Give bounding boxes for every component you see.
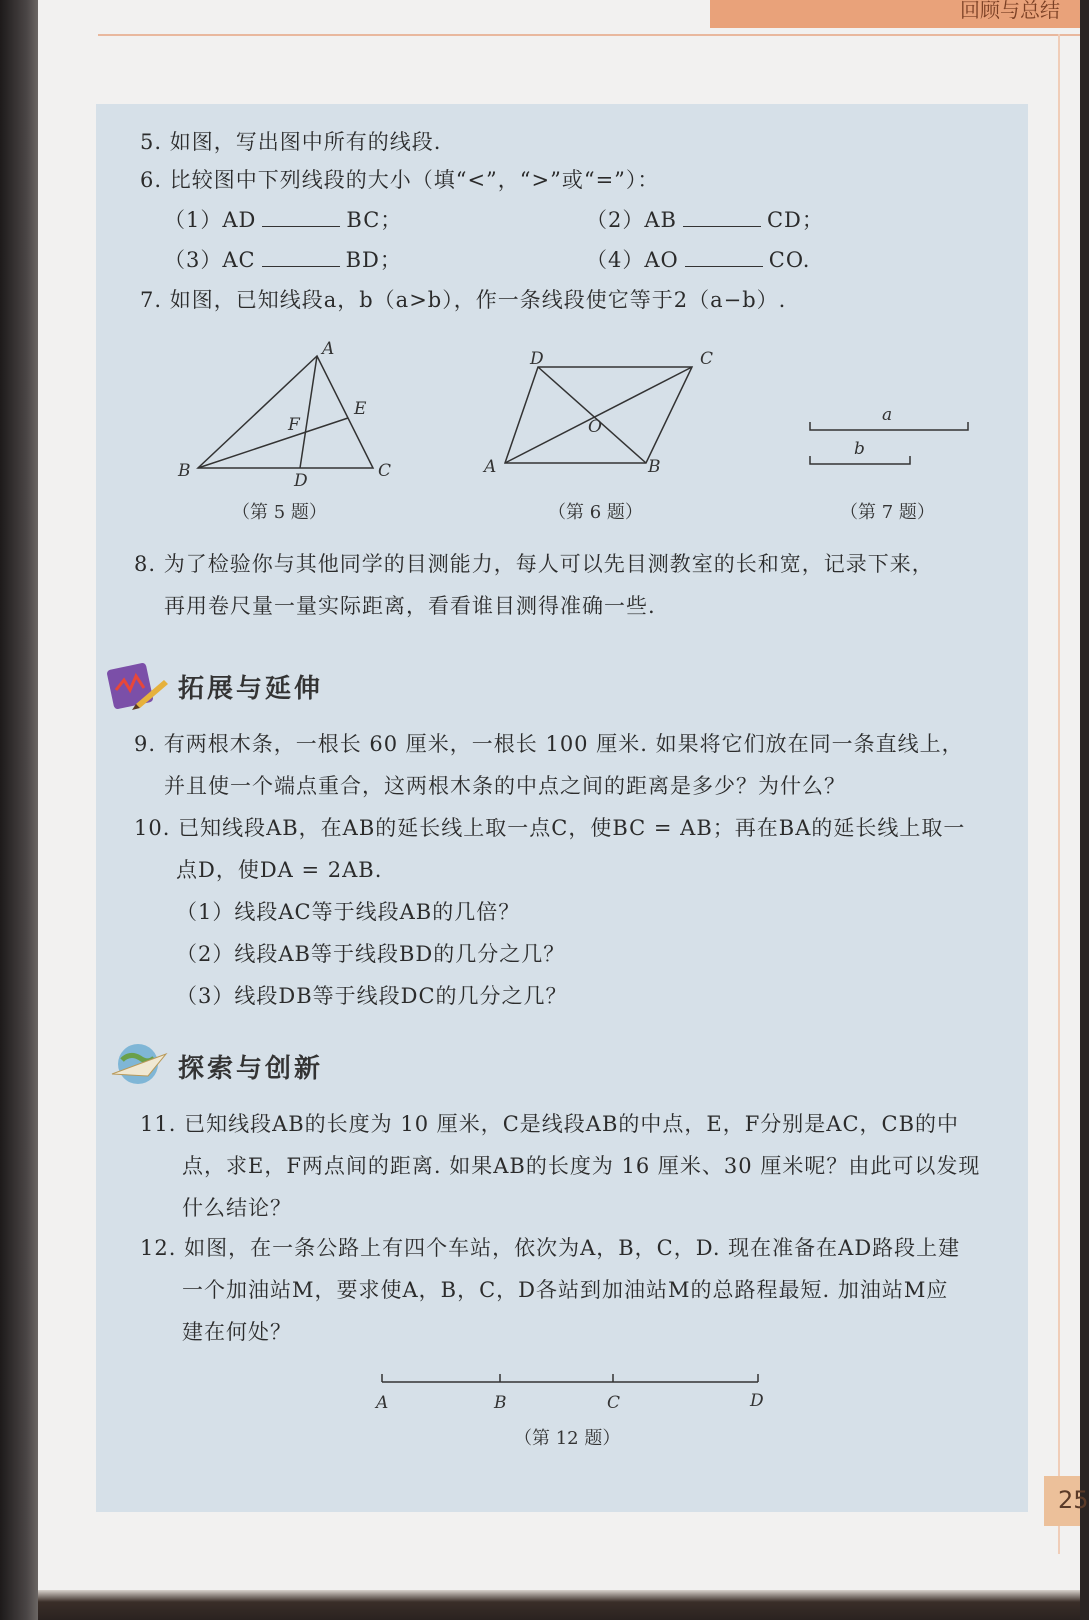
pencil-book-icon (106, 660, 168, 714)
figure-6-parallelogram (470, 346, 730, 476)
label-a: A (322, 339, 335, 359)
question-6-part-2 (586, 204, 824, 234)
label-e: E (354, 399, 367, 419)
question-10-part-1: （1）线段AC等于线段AB的几倍？ (176, 900, 521, 924)
question-7: 7. 如图，已知线段a，b（a>b），作一条线段使它等于2（a−b）. (140, 288, 787, 312)
q6-4-right: CO. (768, 248, 811, 272)
triangle-abc (198, 356, 373, 468)
question-6-part-1 (164, 204, 402, 234)
q6-3-left: （3）AC (164, 248, 256, 272)
label-d: D (750, 1391, 764, 1411)
question-10-part-2: （2）线段AB等于线段BD的几分之几？ (176, 942, 566, 966)
label-b: b (854, 439, 865, 459)
figure-12-road (360, 1366, 780, 1418)
question-5: 5. 如图，写出图中所有的线段. (140, 130, 442, 154)
label-b: B (648, 457, 661, 477)
answer-blank[interactable] (262, 208, 340, 227)
figure-7-segments (800, 400, 980, 470)
label-a: A (484, 457, 497, 477)
figure-5-triangle (170, 336, 410, 491)
question-9-line-1: 9. 有两根木条，一根长 60 厘米，一根长 100 厘米. 如果将它们放在同一条直线上， (134, 732, 964, 756)
section-title-exploration: 探索与创新 (178, 1054, 324, 1084)
q6-4-left: （4）AO (586, 248, 679, 272)
label-o: O (588, 417, 602, 437)
question-12-line-1: 12. 如图，在一条公路上有四个车站，依次为A，B，C，D. 现在准备在AD路段上建 (140, 1236, 961, 1260)
q6-1-left: （1）AD (164, 208, 257, 232)
question-10-part-3: （3）线段DB等于线段DC的几分之几？ (176, 984, 568, 1008)
figure-6-caption: （第 6 题） (548, 502, 643, 523)
question-11-line-1: 11. 已知线段AB的长度为 10 厘米，C是线段AB的中点，E，F分别是AC，CB的中 (140, 1112, 960, 1136)
question-6: 6. 比较图中下列线段的大小（填“<”，“>”或“=”）： (140, 168, 660, 192)
diagonal-db (538, 367, 646, 463)
question-8-line-1: 8. 为了检验你与其他同学的目测能力，每人可以先目测教室的长和宽，记录下来， (134, 552, 934, 576)
question-11-line-2: 点，求E，F两点间的距离. 如果AB的长度为 16 厘米、30 厘米呢？由此可以发现 (182, 1154, 981, 1178)
label-b: B (494, 1393, 507, 1413)
question-12-line-3: 建在何处？ (182, 1320, 292, 1344)
margin-rule (1058, 34, 1060, 1554)
header-rule (98, 34, 1080, 36)
label-c: C (607, 1393, 621, 1413)
header-title: 回顾与总结 (960, 0, 1060, 22)
question-8-line-2: 再用卷尺量一量实际距离，看看谁目测得准确一些. (164, 594, 656, 618)
figure-7-caption: （第 7 题） (840, 502, 935, 523)
question-9-line-2: 并且使一个端点重合，这两根木条的中点之间的距离是多少？为什么？ (164, 774, 846, 798)
q6-3-right: BD； (345, 248, 402, 272)
segment-ad (300, 356, 317, 468)
label-f: F (288, 415, 300, 435)
label-c: C (700, 349, 714, 369)
question-11-line-3: 什么结论？ (182, 1196, 292, 1220)
label-d: D (530, 349, 544, 369)
segment-be (198, 418, 348, 468)
question-12-line-2: 一个加油站M，要求使A，B，C，D各站到加油站M的总路程最短. 加油站M应 (182, 1278, 949, 1302)
label-a: A (376, 1393, 389, 1413)
book-spine (0, 0, 38, 1620)
question-10-line-2: 点D，使DA = 2AB. (176, 858, 383, 882)
q6-2-left: （2）AB (586, 208, 677, 232)
question-6-part-4 (586, 244, 810, 274)
section-title-extension: 拓展与延伸 (178, 674, 324, 704)
question-6-part-3 (164, 244, 402, 274)
answer-blank[interactable] (262, 248, 340, 267)
label-b: B (178, 461, 191, 481)
q6-1-right: BC； (346, 208, 403, 232)
q6-2-right: CD； (766, 208, 824, 232)
page-bottom-edge (38, 1590, 1080, 1620)
figure-12-caption: （第 12 题） (514, 1428, 621, 1449)
label-a: a (882, 405, 893, 425)
label-c: C (378, 461, 392, 481)
page-number: 25 (1058, 1486, 1089, 1514)
globe-plane-icon (108, 1036, 170, 1088)
label-d: D (294, 471, 308, 491)
question-10-line-1: 10. 已知线段AB，在AB的延长线上取一点C，使BC = AB；再在BA的延长线上取一 (134, 816, 966, 840)
answer-blank[interactable] (683, 208, 761, 227)
answer-blank[interactable] (685, 248, 763, 267)
figure-5-caption: （第 5 题） (232, 502, 327, 523)
